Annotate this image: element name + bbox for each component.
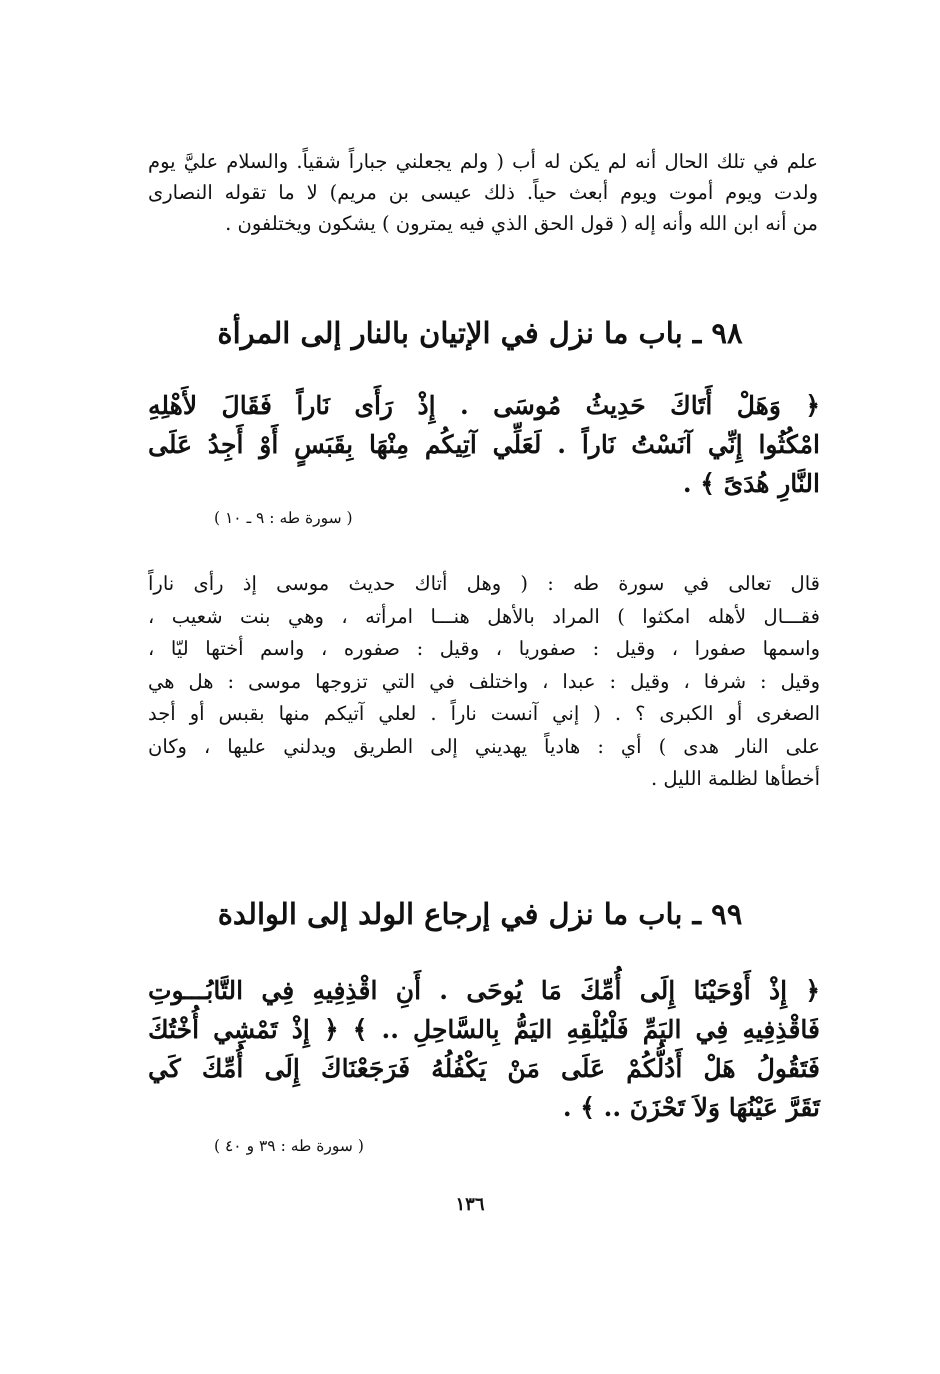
page-number: ١٣٦ — [455, 1194, 485, 1215]
intro-line: علم في تلك الحال أنه لم يكن له أب ( ولم يجعلني جباراً شقياً. والسلام عليَّ يوم — [148, 150, 818, 173]
section-98-heading: ٩٨ ـ باب ما نزل في الإتيان بالنار إلى المرأة — [217, 316, 743, 350]
verse-line: النَّارِ هُدَىً ﴾ . — [682, 469, 820, 498]
verse-line: ﴿ وَهَلْ أَتَاكَ حَدِيثُ مُوسَى . إِذْ رَأَى نَاراً فَقَالَ لأَهْلِهِ — [148, 391, 820, 420]
commentary-line: وقيل : شرفا ، وقيل : عبدا ، واختلف في التي تزوجها موسى : هل هي — [148, 669, 820, 693]
section-98-verse — [148, 386, 820, 503]
section-99-verse — [148, 971, 820, 1127]
section-99-reference: ( سورة طه : ٣٩ و ٤٠ ) — [214, 1137, 364, 1155]
verse-line: تَقَرَّ عَيْنُهَا وَلاَ تَحْزَنَ .. ﴾ . — [562, 1093, 820, 1122]
verse-line: امْكُثُوا إِنِّي آنَسْتُ نَاراً . لَعَلِّي آتِيكُم مِنْهَا بِقَبَسٍ أَوْ أَجِدُ عَلَى — [148, 430, 820, 459]
commentary-line: على النار هدى ) أي : هادياً يهديني إلى الطريق ويدلني عليها ، وكان — [148, 734, 820, 758]
intro-paragraph — [148, 146, 818, 239]
section-98-reference: ( سورة طه : ٩ ـ ١٠ ) — [214, 509, 353, 527]
section-98-commentary — [148, 568, 820, 796]
section-99-heading: ٩٩ ـ باب ما نزل في إرجاع الولد إلى الوالدة — [217, 897, 743, 931]
intro-line: ولدت ويوم أموت ويوم أبعث حياً. ذلك عيسى بن مريم) لا ما تقوله النصارى — [148, 181, 818, 204]
commentary-line: الصغرى أو الكبرى ؟ . ( إني آنست ناراً . لعلي آتيكم منها بقبس أو أجد — [148, 702, 820, 725]
verse-line: فَتَقُولُ هَلْ أَدُلُّكُمْ عَلَى مَنْ يَكْفُلُهُ فَرَجَعْنَاكَ إِلَى أُمِّكَ كَي — [148, 1054, 820, 1083]
commentary-line: قال تعالى في سورة طه : ( وهل أتاك حديث موسى إذ رأى ناراً — [148, 572, 820, 595]
commentary-line: فقـــال لأهله امكثوا ) المراد بالأهل هنـــا امرأته ، وهي بنت شعيب ، — [148, 604, 820, 628]
verse-line: ﴿ إِذْ أَوْحَيْنَا إِلَى أُمِّكَ مَا يُوحَى . أَنِ اقْذِفِيهِ فِي التَّابُـــوتِ — [148, 976, 820, 1005]
intro-line: من أنه ابن الله وأنه إله ( قول الحق الذي فيه يمترون ) يشكون ويختلفون . — [225, 212, 818, 235]
verse-line: فَاقْذِفِيهِ فِي اليَمِّ فَلْيُلْقِهِ اليَمُّ بِالسَّاحِلِ .. ﴾ ﴿ إِذْ تَمْشِي أُخْتُكَ — [148, 1015, 820, 1044]
commentary-line: واسمها صفورا ، وقيل : صفوريا ، وقيل : صفوره ، واسم أختها ليّا ، — [148, 637, 820, 660]
commentary-line: أخطأها لظلمة الليل . — [650, 767, 820, 790]
